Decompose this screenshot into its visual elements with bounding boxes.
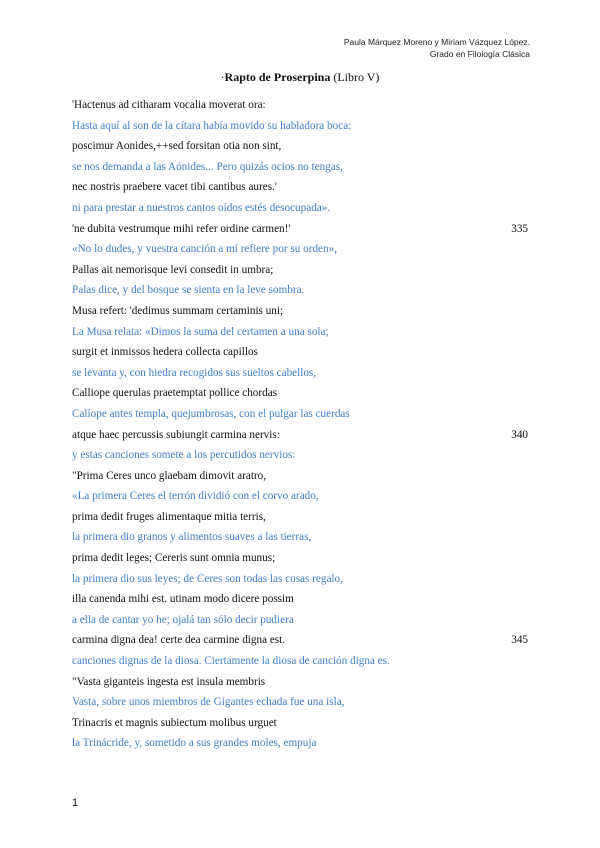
line-text: carmina digna dea! certe dea carmine digna est. (72, 634, 286, 647)
latin-verse-line (72, 713, 528, 734)
spanish-translation-line (72, 569, 528, 590)
spanish-translation-line (72, 651, 528, 672)
spanish-translation-line (72, 116, 528, 137)
latin-verse-line (72, 630, 528, 651)
line-text: se nos demanda a las Aónides... Pero quizás ocios no tengas, (72, 160, 343, 173)
document-title (0, 70, 600, 85)
line-text: prima dedit fruges alimentaque mitia terris, (72, 510, 266, 523)
latin-verse-line (72, 548, 528, 569)
title-suffix: (Libro V) (330, 70, 380, 84)
line-text: Palas dice, y del bosque se sienta en la leve sombra. (72, 284, 305, 297)
spanish-translation-line (72, 527, 528, 548)
latin-verse-line (72, 383, 528, 404)
line-text: se levanta y, con hiedra recogidos sus sueltos cabellos, (72, 366, 317, 379)
line-text: ni para prestar a nuestros cantos oídos estés desocupada». (72, 201, 331, 214)
spanish-translation-line (72, 610, 528, 631)
line-text: "Vasta giganteis ingesta est insula membris (72, 675, 266, 688)
verse-number: 340 (511, 428, 528, 441)
spanish-translation-line (72, 363, 528, 384)
line-text: Pallas ait nemorisque levi consedit in umbra; (72, 263, 274, 276)
latin-verse-line (72, 466, 528, 487)
line-text: la primera dio sus leyes; de Ceres son todas las cosas regalo, (72, 572, 343, 585)
line-text: surgit et inmissos hedera collecta capillos (72, 346, 258, 359)
spanish-translation-line (72, 404, 528, 425)
spanish-translation-line (72, 733, 528, 754)
line-text: Calliope querulas praetemptat pollice chordas (72, 387, 278, 400)
line-text: "Prima Ceres unco glaebam dimovit aratro, (72, 469, 267, 482)
line-text: La Musa relata: «Dimos la suma del certamen a una sola; (72, 325, 329, 338)
line-text: atque haec percussis subiungit carmina nervis: (72, 428, 280, 441)
line-text: Calíope antes templa, quejumbrosas, con el pulgar las cuerdas (72, 407, 350, 420)
spanish-translation-line (72, 322, 528, 343)
line-text: 'ne dubita vestrumque mihi refer ordine carmen!' (72, 222, 291, 235)
spanish-translation-line (72, 157, 528, 178)
header-authors: Paula Márquez Moreno y Miriam Vázquez López. (343, 37, 530, 47)
page-number: 1 (72, 797, 79, 809)
line-text: illa canenda mihi est. utinam modo dicere possim (72, 593, 294, 606)
line-text: prima dedit leges; Cereris sunt omnia munus; (72, 552, 276, 565)
title-main: Rapto de Proserpina (224, 70, 331, 84)
line-text: nec nostris praebere vacet tibi cantibus aures.' (72, 181, 277, 194)
line-text: 'Hactenus ad citharam vocalia moverat ora: (72, 99, 266, 111)
latin-verse-line (72, 589, 528, 610)
latin-verse-line (72, 301, 528, 322)
verse-number: 345 (511, 634, 528, 647)
header-degree: Grado en Filología Clásica (429, 49, 530, 59)
latin-verse-line (72, 425, 528, 446)
page-header (344, 36, 530, 60)
spanish-translation-line (72, 445, 528, 466)
line-text: Hasta aquí al son de la cítara había movido su habladora boca: (72, 119, 352, 132)
spanish-translation-line (72, 280, 528, 301)
line-text: canciones dignas de la diosa. Ciertamente la diosa de canción digna es. (72, 655, 390, 668)
line-text: Trinacris et magnis subiectum molibus urguet (72, 716, 277, 729)
spanish-translation-line (72, 486, 528, 507)
line-text: Musa refert: 'dedimus summam certaminis uni; (72, 304, 284, 317)
latin-verse-line (72, 177, 528, 198)
latin-verse-line (72, 219, 528, 240)
line-text: a ella de cantar yo he; ojalá tan sólo decir pudiera (72, 613, 294, 626)
line-text: «No lo dudes, y vuestra canción a mí refiere por su orden», (72, 243, 337, 256)
line-text: poscimur Aonides,++sed forsitan otia non sint, (72, 140, 282, 153)
latin-verse-line (72, 672, 528, 693)
line-text: la primera dio granos y alimentos suaves a las tierras, (72, 531, 312, 544)
latin-verse-line (72, 95, 528, 116)
line-text: la Trinácride, y, sometido a sus grandes moles, empuja (72, 737, 317, 750)
verse-number: 335 (511, 222, 528, 235)
latin-verse-line (72, 342, 528, 363)
line-text: Vasta, sobre unos miembros de Gigantes echada fue una isla, (72, 696, 345, 709)
latin-verse-line (72, 507, 528, 528)
title-bullet: · (220, 70, 225, 84)
spanish-translation-line (72, 239, 528, 260)
spanish-translation-line (72, 692, 528, 713)
latin-verse-line (72, 136, 528, 157)
line-text: «La primera Ceres el terrón dividió con el corvo arado, (72, 490, 319, 503)
latin-verse-line (72, 260, 528, 281)
spanish-translation-line (72, 198, 528, 219)
verse-text (72, 95, 528, 754)
line-text: y estas canciones somete a los percutidos nervios: (72, 449, 296, 462)
